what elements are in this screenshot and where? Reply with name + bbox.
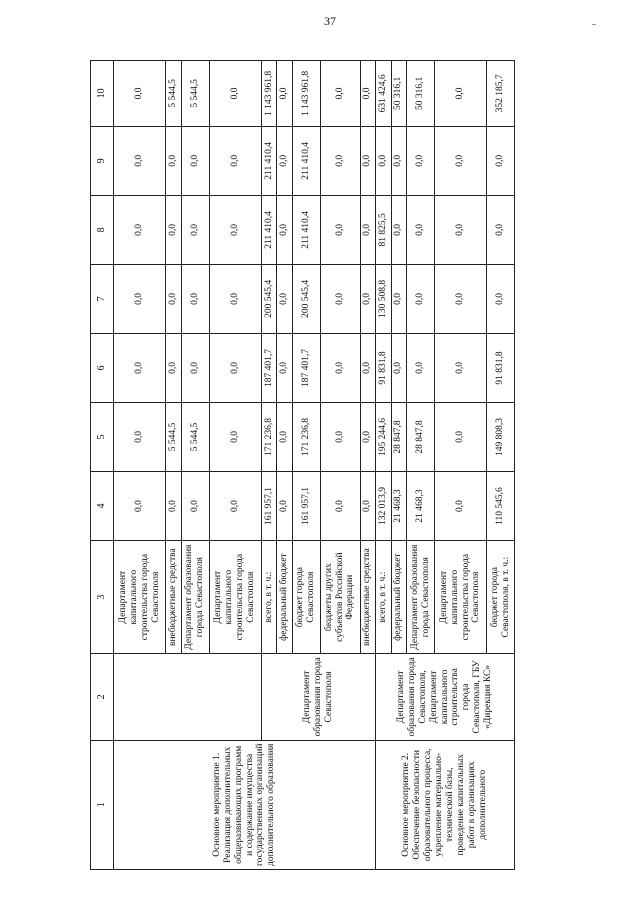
value-cell: 0,0 [209,472,261,541]
table-row [376,61,392,870]
value-cell: 0,0 [320,195,360,264]
value-cell: 0,0 [277,333,293,402]
value-cell: 0,0 [360,333,376,402]
value-cell: 0,0 [114,264,166,333]
value-cell: 0,0 [487,126,515,195]
value-cell: 0,0 [391,333,407,402]
value-cell: 91 831,8 [376,333,392,402]
header-cell: 10 [91,61,114,127]
value-cell: 0,0 [181,333,209,402]
value-cell: 0,0 [166,126,182,195]
header-cell: 8 [91,195,114,264]
value-cell: 0,0 [209,61,261,127]
value-cell: 130 508,8 [376,264,392,333]
value-cell: 110 545,6 [487,472,515,541]
event-cell: Основное мероприятие 1. Реализация дополнительных общеразвивающих программ и содержание имущества государственных организаций дополнительного образования [114,740,376,869]
value-cell: 21 468,3 [407,472,435,541]
value-cell: 0,0 [166,195,182,264]
value-cell: 0,0 [407,126,435,195]
value-cell: 0,0 [320,126,360,195]
value-cell: 161 957,1 [292,472,320,541]
value-cell: 0,0 [320,333,360,402]
value-cell: 0,0 [360,126,376,195]
value-cell: 187 401,7 [261,333,277,402]
value-cell: 91 831,8 [487,333,515,402]
value-cell: 0,0 [277,195,293,264]
value-cell: 0,0 [181,472,209,541]
value-cell: 0,0 [181,126,209,195]
value-cell: 28 847,8 [391,402,407,471]
value-cell: 0,0 [407,195,435,264]
value-cell: 631 424,6 [376,61,392,127]
executor-cell: Департамент образования города Севастополя, Департамент капитального строительства города Севастополя, ГБУ «Дирекция КС» [376,654,515,740]
source-cell: бюджет города Севастополя [292,541,320,654]
source-cell: федеральный бюджет [391,541,407,654]
value-cell: 0,0 [181,264,209,333]
value-cell: 0,0 [114,61,166,127]
budget-table [90,60,515,870]
value-cell: 0,0 [209,333,261,402]
source-cell: Департамент капитального строительства города Севастополя [434,541,486,654]
value-cell: 0,0 [166,472,182,541]
value-cell: 161 957,1 [261,472,277,541]
header-cell: 9 [91,126,114,195]
table-body [91,61,515,870]
source-cell: Департамент капитального строительства города Севастополя [209,541,261,654]
executor-cell: Департамент образования города Севастополя [261,654,375,740]
header-cell: 2 [91,654,114,740]
value-cell: 50 316,1 [407,61,435,127]
value-cell: 5 544,5 [166,61,182,127]
value-cell: 0,0 [391,195,407,264]
rotated-table [90,60,515,870]
value-cell: 0,0 [181,195,209,264]
value-cell: 0,0 [277,61,293,127]
source-cell: федеральный бюджет [277,541,293,654]
value-cell: 0,0 [114,333,166,402]
value-cell: 0,0 [376,126,392,195]
value-cell: 211 410,4 [292,126,320,195]
header-cell: 1 [91,740,114,869]
value-cell: 0,0 [320,472,360,541]
value-cell: 0,0 [360,264,376,333]
value-cell: 5 544,5 [181,61,209,127]
header-cell: 4 [91,472,114,541]
value-cell: 0,0 [434,61,486,127]
value-cell: 149 808,3 [487,402,515,471]
value-cell: 0,0 [434,264,486,333]
source-cell: бюджет города Севастополя, в т. ч.: [487,541,515,654]
value-cell: 0,0 [360,61,376,127]
table-container [90,60,515,870]
value-cell: 200 545,4 [261,264,277,333]
value-cell: 0,0 [209,264,261,333]
value-cell: 0,0 [209,402,261,471]
value-cell: 0,0 [407,333,435,402]
value-cell: 50 316,1 [391,61,407,127]
value-cell: 0,0 [434,472,486,541]
value-cell: 0,0 [277,264,293,333]
value-cell: 0,0 [487,195,515,264]
value-cell: 0,0 [114,472,166,541]
value-cell: 0,0 [360,195,376,264]
source-cell: внебюджетные средства [166,541,182,654]
value-cell: 195 244,6 [376,402,392,471]
value-cell: 81 825,5 [376,195,392,264]
value-cell: 0,0 [114,126,166,195]
value-cell: 0,0 [391,264,407,333]
value-cell: 0,0 [407,264,435,333]
value-cell: 211 410,4 [292,195,320,264]
value-cell: 0,0 [487,264,515,333]
value-cell: 132 013,9 [376,472,392,541]
scan-mark [592,24,596,25]
value-cell: 0,0 [320,61,360,127]
value-cell: 0,0 [166,333,182,402]
value-cell: 21 468,3 [391,472,407,541]
value-cell: 0,0 [434,333,486,402]
value-cell: 0,0 [114,195,166,264]
value-cell: 0,0 [277,126,293,195]
event-cell: Основное мероприятие 2. Обеспечение безопасности образовательного процесса, укрепление материально-технической базы, проведение капитальных работ в организациях дополнительного [376,740,515,869]
value-cell: 200 545,4 [292,264,320,333]
value-cell: 0,0 [277,472,293,541]
source-cell: Департамент образования города Севастополя [181,541,209,654]
value-cell: 0,0 [320,264,360,333]
source-cell: всего, в т. ч.: [376,541,392,654]
value-cell: 352 185,7 [487,61,515,127]
value-cell: 0,0 [360,402,376,471]
value-cell: 0,0 [434,402,486,471]
page-number: 37 [324,14,336,28]
value-cell: 187 401,7 [292,333,320,402]
value-cell: 0,0 [166,264,182,333]
value-cell: 0,0 [320,402,360,471]
header-cell: 5 [91,402,114,471]
value-cell: 0,0 [209,126,261,195]
source-cell: Департамент образования города Севастополя [407,541,435,654]
value-cell: 171 236,8 [292,402,320,471]
source-cell: бюджеты других субъектов Российской Федерации [320,541,360,654]
value-cell: 0,0 [391,126,407,195]
table-row [114,61,166,870]
executor-cell [114,654,262,740]
value-cell: 0,0 [114,402,166,471]
value-cell: 0,0 [277,402,293,471]
value-cell: 5 544,5 [166,402,182,471]
source-cell: всего, в т. ч.: [261,541,277,654]
header-cell: 6 [91,333,114,402]
value-cell: 171 236,8 [261,402,277,471]
source-cell: внебюджетные средства [360,541,376,654]
value-cell: 211 410,4 [261,195,277,264]
value-cell: 0,0 [360,472,376,541]
value-cell: 211 410,4 [261,126,277,195]
value-cell: 28 847,8 [407,402,435,471]
header-cell: 3 [91,541,114,654]
header-cell: 7 [91,264,114,333]
value-cell: 0,0 [434,126,486,195]
value-cell: 0,0 [209,195,261,264]
value-cell: 1 143 961,8 [292,61,320,127]
source-cell: Департамент капитального строительства города Севастополя [114,541,166,654]
header-row [91,61,114,870]
value-cell: 5 544,5 [181,402,209,471]
value-cell: 1 143 961,8 [261,61,277,127]
value-cell: 0,0 [434,195,486,264]
